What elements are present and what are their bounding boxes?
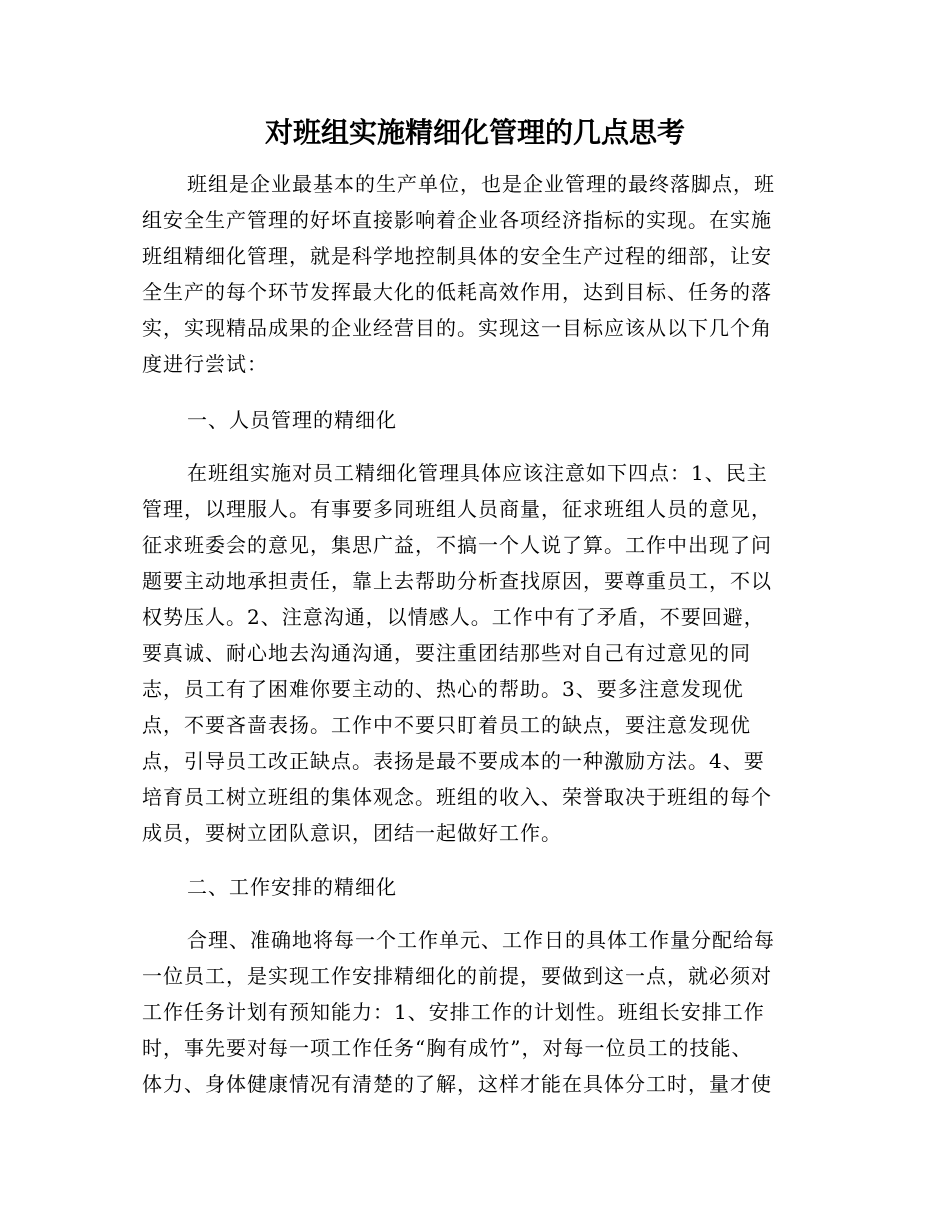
paragraph-line: 志，员工有了困难你要主动的、热心的帮助。3、要多注意发现优 xyxy=(142,677,744,701)
paragraph-line: 班组是企业最基本的生产单位，也是企业管理的最终落脚点，班 xyxy=(187,172,775,196)
paragraph-line: 管理，以理服人。有事要多同班组人员商量，征求班组人员的意见， xyxy=(142,497,772,521)
document-title: 对班组实施精细化管理的几点思考 xyxy=(264,116,685,149)
paragraph-line: 题要主动地承担责任，靠上去帮助分析查找原因，要尊重员工，不以 xyxy=(142,569,772,593)
paragraph-line: 班组精细化管理，就是科学地控制具体的安全生产过程的细部，让安 xyxy=(142,244,772,268)
paragraph-line: 在班组实施对员工精细化管理具体应该注意如下四点：1、民主 xyxy=(187,461,768,485)
paragraph-line: 体力、身体健康情况有清楚的了解，这样才能在具体分工时，量才使 xyxy=(142,1072,772,1096)
paragraph-line: 实，实现精品成果的企业经营目的。实现这一目标应该从以下几个角 xyxy=(142,316,772,340)
paragraph-line: 度进行尝试： xyxy=(142,352,268,376)
paragraph-line: 组安全生产管理的好坏直接影响着企业各项经济指标的实现。在实施 xyxy=(142,208,772,232)
paragraph-line: 培育员工树立班组的集体观念。班组的收入、荣誉取决于班组的每个 xyxy=(142,785,772,809)
paragraph-line: 工作任务计划有预知能力：1、安排工作的计划性。班组长安排工作 xyxy=(142,1000,765,1024)
paragraph-line: 时，事先要对每一项工作任务“胸有成竹”，对每一位员工的技能、 xyxy=(142,1036,753,1060)
section-heading: 一、人员管理的精细化 xyxy=(187,408,397,432)
section-heading: 二、工作安排的精细化 xyxy=(187,875,397,899)
paragraph-line: 征求班委会的意见，集思广益，不搞一个人说了算。工作中出现了问 xyxy=(142,533,772,557)
paragraph-line: 点，引导员工改正缺点。表扬是最不要成本的一种激励方法。4、要 xyxy=(142,749,765,773)
paragraph-line: 全生产的每个环节发挥最大化的低耗高效作用，达到目标、任务的落 xyxy=(142,280,772,304)
paragraph-line: 权势压人。2、注意沟通，以情感人。工作中有了矛盾，不要回避， xyxy=(142,605,765,629)
paragraph-line: 一位员工，是实现工作安排精细化的前提，要做到这一点，就必须对 xyxy=(142,964,772,988)
paragraph-line: 点，不要吝啬表扬。工作中不要只盯着员工的缺点，要注意发现优 xyxy=(142,713,751,737)
paragraph-line: 合理、准确地将每一个工作单元、工作日的具体工作量分配给每 xyxy=(187,928,775,952)
paragraph-line: 成员，要树立团队意识，团结一起做好工作。 xyxy=(142,821,562,845)
paragraph-line: 要真诚、耐心地去沟通沟通，要注重团结那些对自己有过意见的同 xyxy=(142,641,751,665)
